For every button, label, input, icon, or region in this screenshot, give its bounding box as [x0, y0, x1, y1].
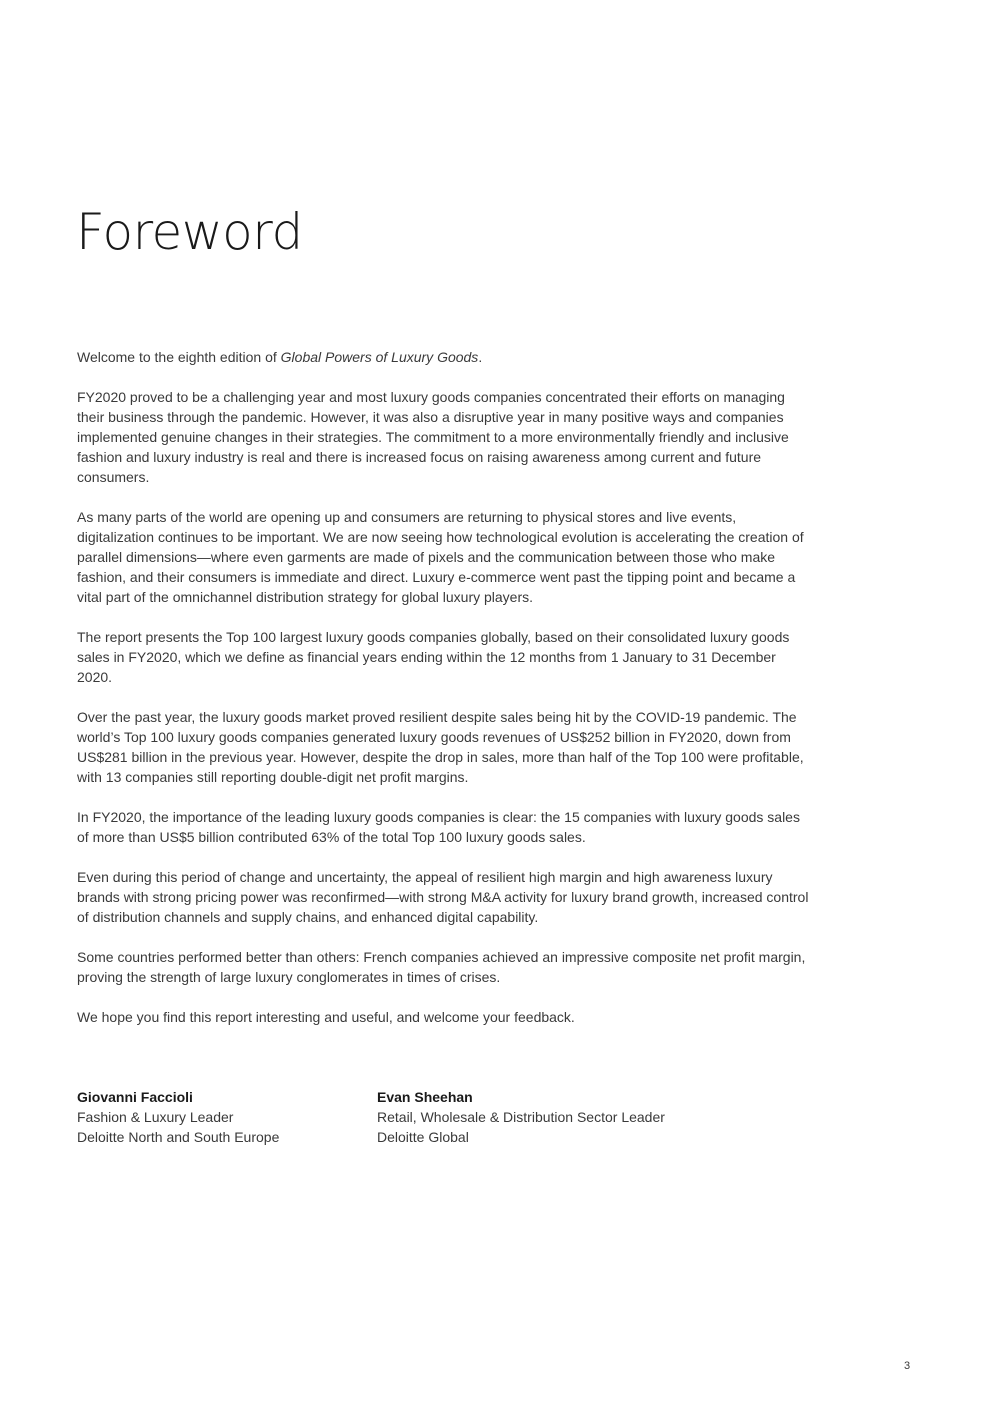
- signatory-name: Evan Sheehan: [377, 1089, 473, 1105]
- intro-end: .: [478, 349, 483, 365]
- paragraph-5: In FY2020, the importance of the leading luxury goods companies is clear: the 15 companies with luxury goods sales of more than US$5 billion contributed 63% of the total Top 100 luxury goods sales.: [77, 809, 800, 845]
- signatory-org: Deloitte North and South Europe: [77, 1129, 280, 1145]
- intro-paragraph: [77, 347, 812, 367]
- signatory-role: Retail, Wholesale & Distribution Sector Leader: [377, 1109, 665, 1125]
- paragraph-8: We hope you find this report interesting and useful, and welcome your feedback.: [77, 1009, 575, 1025]
- report-title-italic: Global Powers of Luxury Goods: [280, 349, 479, 365]
- signatory-org: Deloitte Global: [377, 1129, 469, 1145]
- paragraph-2: As many parts of the world are opening up and consumers are returning to physical stores and live events, digitalization continues to be important. We are now seeing how technological evolution is accelerating the creation of parallel dimensions—where even garments are made of pixels and the communication between those who make fashion, and their consumers is immediate and direct. Luxury e-commerce went past the tipping point and became a vital part of the omnichannel distribution strategy for global luxury players.: [77, 509, 804, 605]
- signatory-1: [77, 1087, 279, 1147]
- signatory-2: [377, 1087, 665, 1147]
- paragraph-6: Even during this period of change and uncertainty, the appeal of resilient high margin and high awareness luxury brands with strong pricing power was reconfirmed—with strong M&A activity for luxury brand growth, increased control of distribution channels and supply chains, and enhanced digital capability.: [77, 869, 809, 925]
- paragraph-1: FY2020 proved to be a challenging year and most luxury goods companies concentrated their efforts on managing their business through the pandemic. However, it was also a disruptive year in many positive ways and companies implemented genuine changes in their strategies. The commitment to a more environmentally friendly and inclusive fashion and luxury industry is real and there is increased focus on raising awareness among current and future consumers.: [77, 389, 789, 485]
- page-number: 3: [904, 1360, 911, 1372]
- signatory-name: Giovanni Faccioli: [77, 1089, 193, 1105]
- paragraph-3: The report presents the Top 100 largest luxury goods companies globally, based on their consolidated luxury goods sales in FY2020, which we define as financial years ending within the 12 months from 1 January to 31 December 2020.: [77, 629, 790, 685]
- intro-text: Welcome to the eighth edition of: [77, 349, 281, 365]
- signatory-role: Fashion & Luxury Leader: [77, 1109, 234, 1125]
- paragraph-7: Some countries performed better than others: French companies achieved an impressive composite net profit margin, proving the strength of large luxury conglomerates in times of crises.: [77, 949, 806, 985]
- paragraph-4: Over the past year, the luxury goods market proved resilient despite sales being hit by the COVID-19 pandemic. The world’s Top 100 luxury goods companies generated luxury goods revenues of US$252 billion in FY2020, down from US$281 billion in the previous year. However, despite the drop in sales, more than half of the Top 100 were profitable, with 13 companies still reporting double-digit net profit margins.: [77, 709, 804, 785]
- foreword-body: [77, 347, 812, 1047]
- page-title: Foreword: [76, 203, 303, 261]
